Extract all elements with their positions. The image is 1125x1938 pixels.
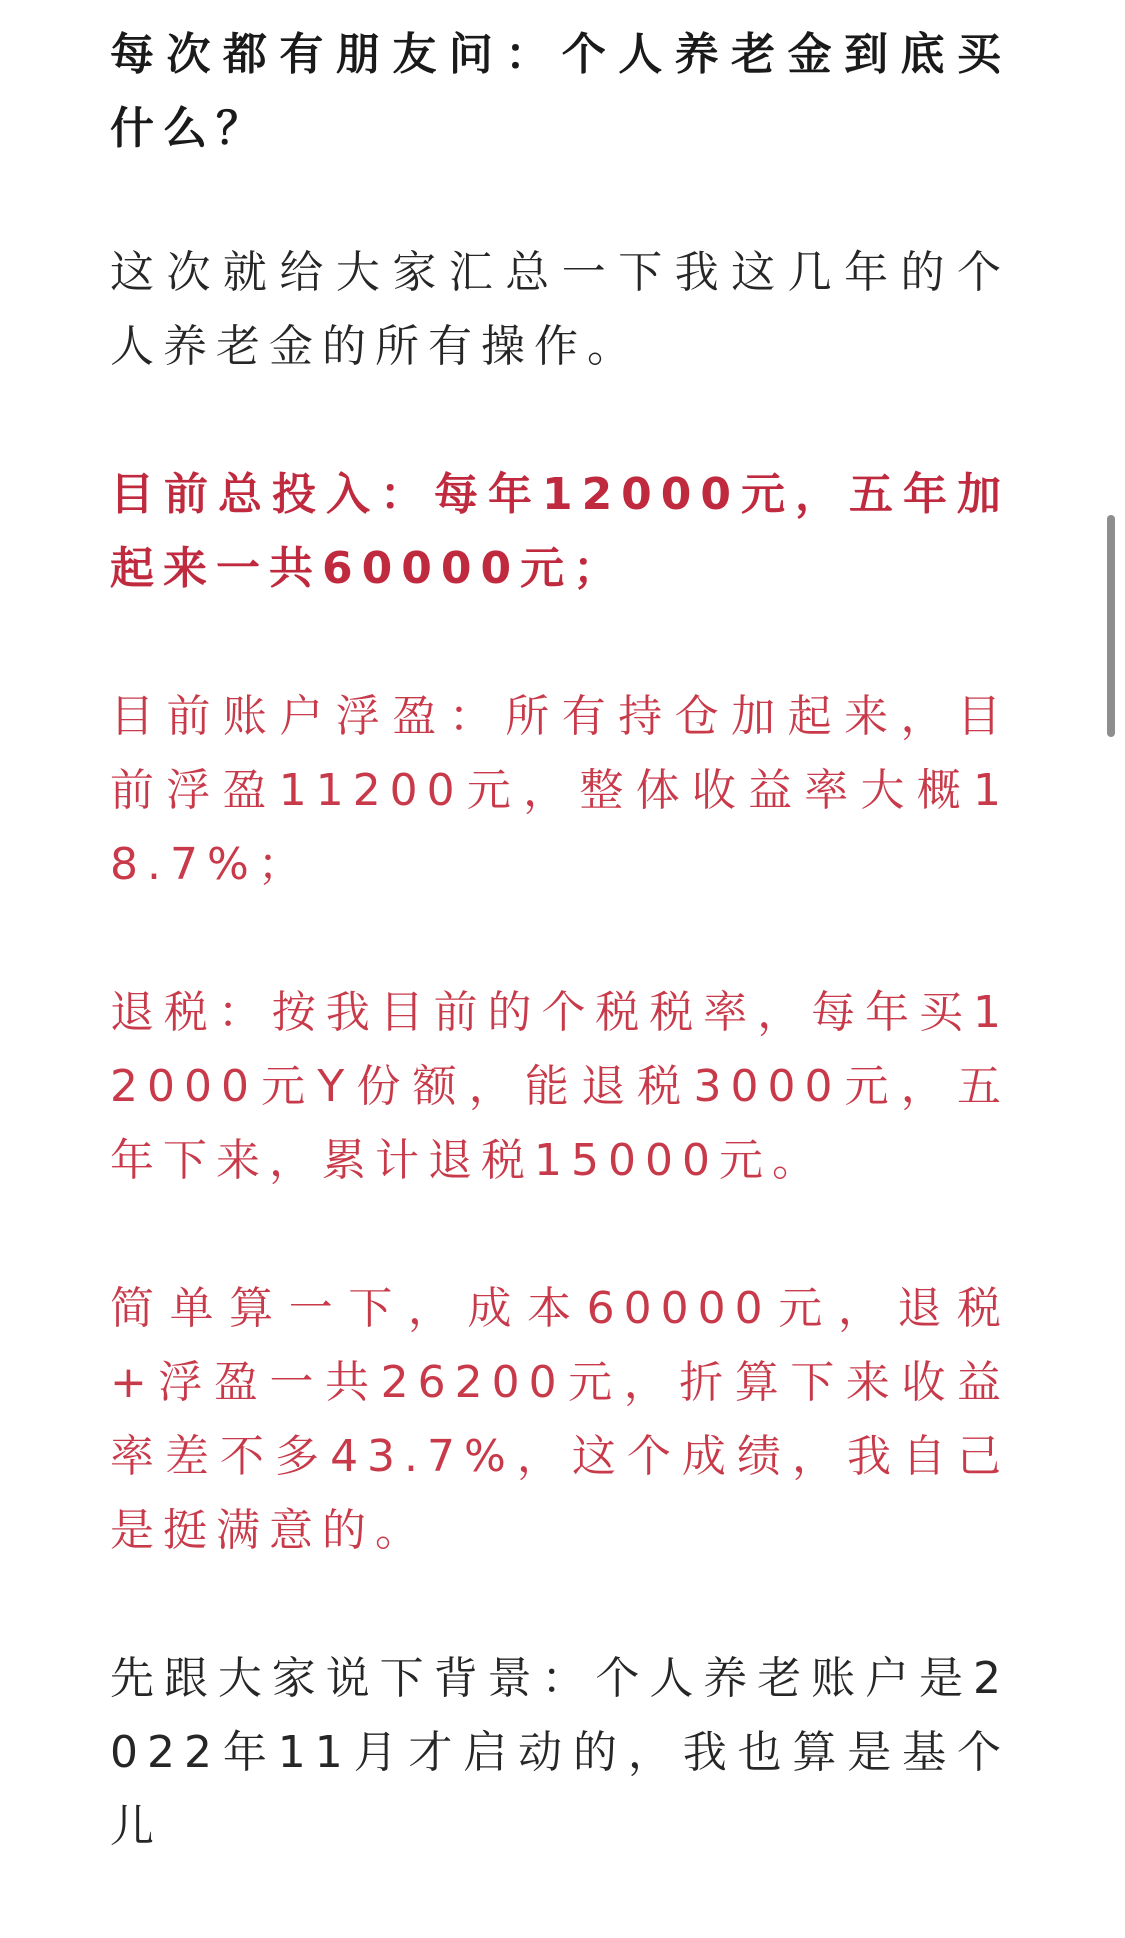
tax-refund-paragraph: 退税：按我目前的个税税率，每年买12000元Y份额，能退税3000元，五年下来，累计退税15000元。 — [110, 987, 1010, 1186]
scrollbar-thumb[interactable] — [1107, 515, 1115, 737]
floating-profit-paragraph: 目前账户浮盈：所有持仓加起来，目前浮盈11200元，整体收益率大概18.7%； — [110, 691, 1010, 890]
question-heading: 每次都有朋友问：个人养老金到底买什么？ — [110, 29, 1010, 154]
background-paragraph: 先跟大家说下背景：个人养老账户是2022年11月才启动的，我也算是基个儿 — [110, 1653, 1010, 1852]
total-investment-paragraph: 目前总投入：每年12000元，五年加起来一共60000元； — [110, 469, 1010, 594]
summary-paragraph: 简单算一下，成本60000元，退税+浮盈一共26200元，折算下来收益率差不多43.7%，这个成绩，我自己是挺满意的。 — [110, 1283, 1010, 1556]
intro-paragraph: 这次就给大家汇总一下我这几年的个人养老金的所有操作。 — [110, 247, 1010, 372]
article-body — [110, 18, 1010, 1938]
